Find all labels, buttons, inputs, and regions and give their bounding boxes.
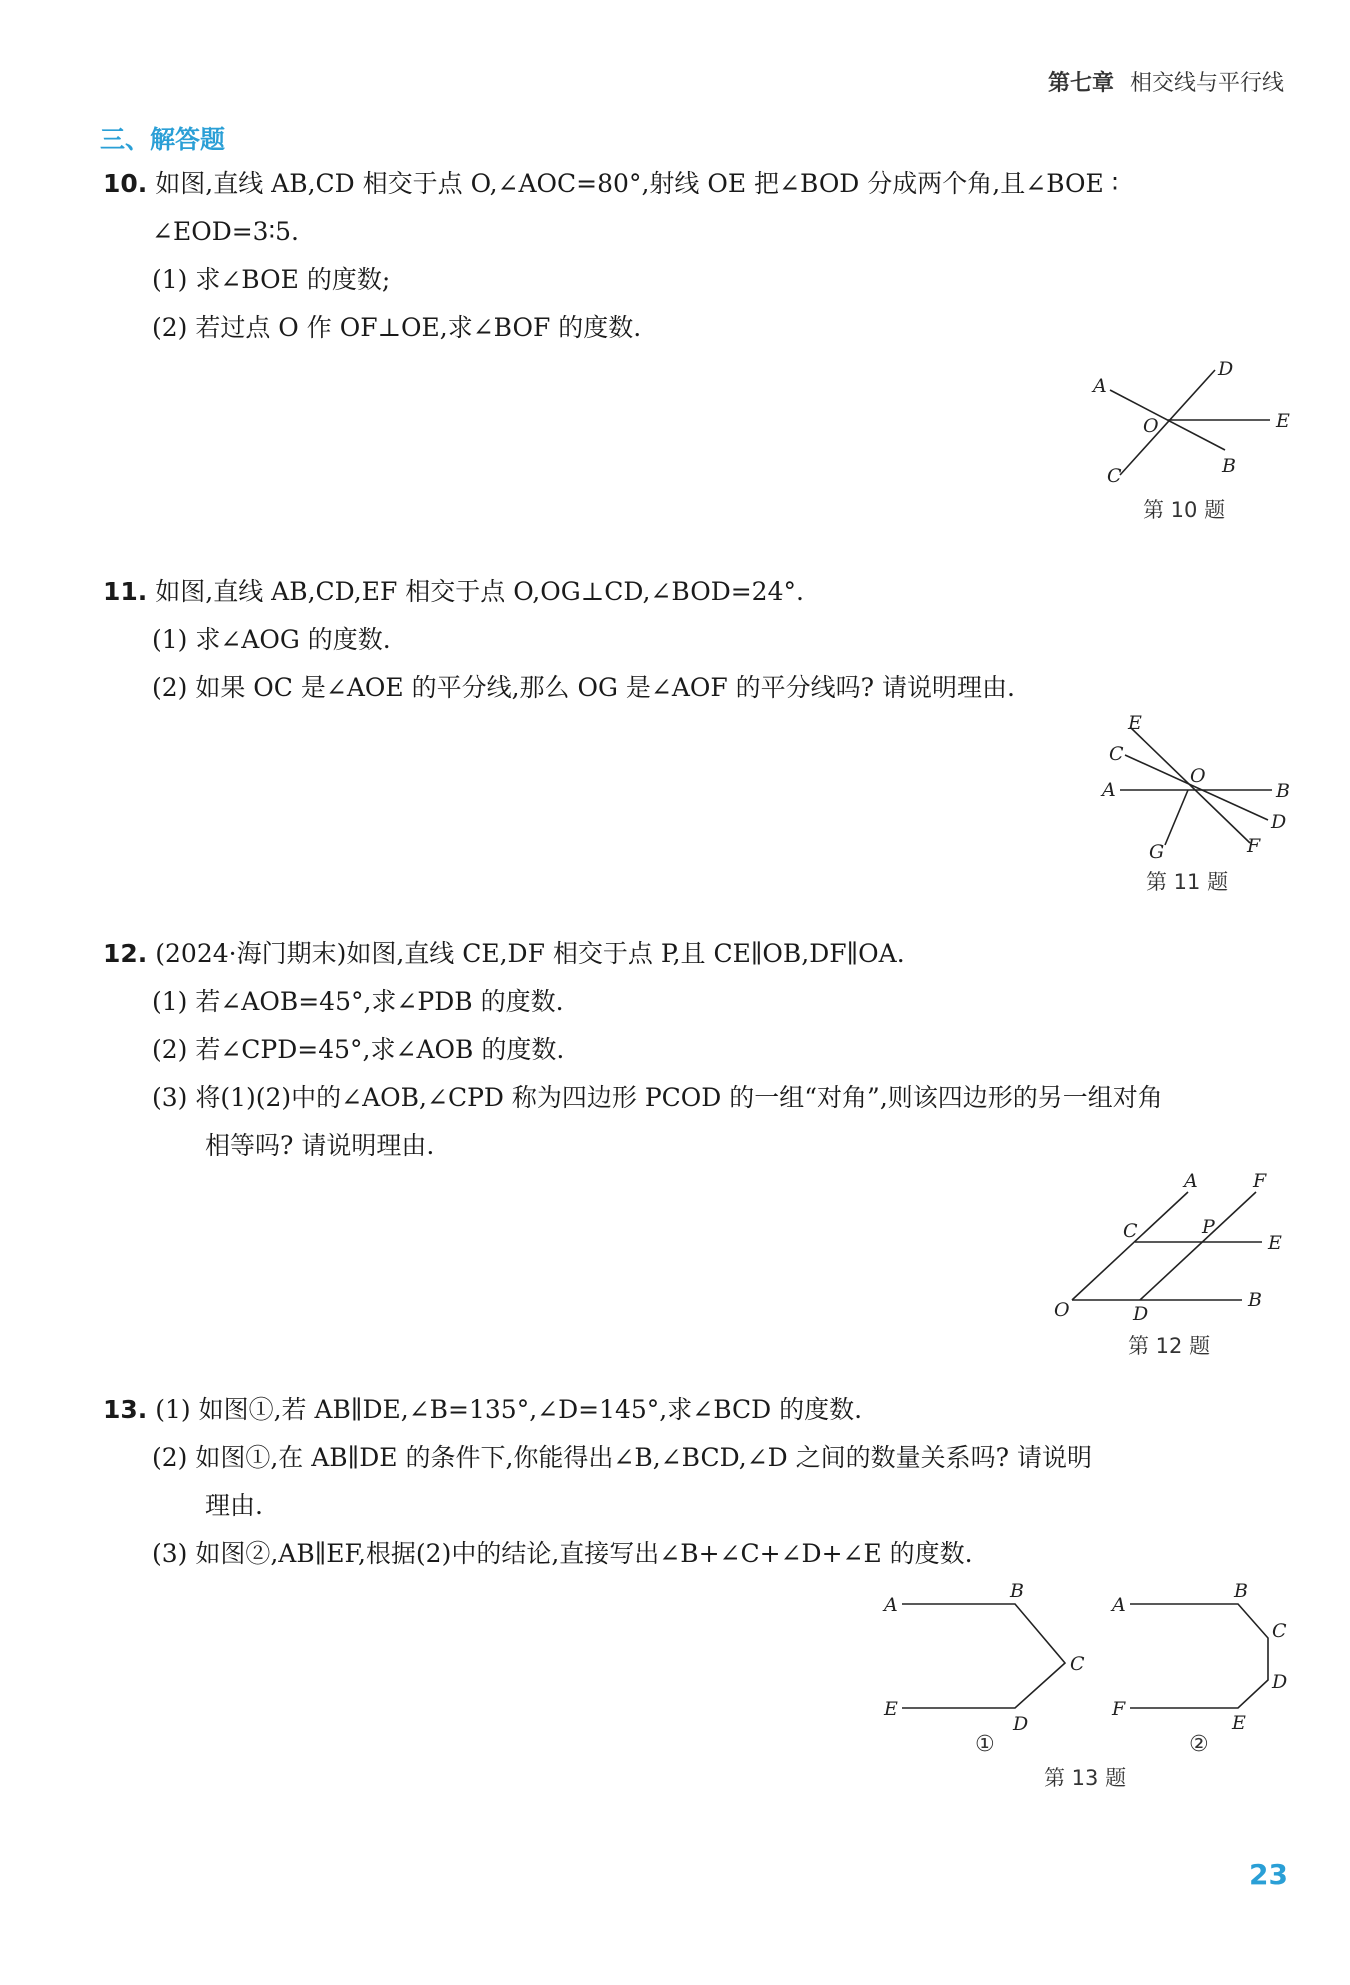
q11-label-a: A xyxy=(1102,779,1116,801)
running-header xyxy=(1048,66,1284,97)
q13-fig1-marker: ① xyxy=(975,1732,995,1757)
q10-figure xyxy=(1080,350,1300,490)
q13-caption: 第 13 题 xyxy=(1044,1766,1127,1790)
q13-part3: (3) 如图②,AB∥EF,根据(2)中的结论,直接写出∠B+∠C+∠D+∠E 的度数. xyxy=(152,1539,973,1568)
q13-fig2-label-e: E xyxy=(1232,1712,1246,1734)
q12-number: 12. xyxy=(103,939,148,968)
q13-figure-1 xyxy=(880,1580,1100,1735)
q11-label-e: E xyxy=(1128,712,1142,734)
q13-fig2-label-f: F xyxy=(1112,1698,1126,1720)
q11-caption: 第 11 题 xyxy=(1146,870,1229,894)
q13-part2-line1: (2) 如图①,在 AB∥DE 的条件下,你能得出∠B,∠BCD,∠D 之间的数量关系吗? 请说明 xyxy=(152,1443,1092,1472)
q13-figure-2 xyxy=(1100,1580,1300,1734)
q13-fig1-path xyxy=(902,1604,1065,1708)
q12-part1: (1) 若∠AOB=45°,求∠PDB 的度数. xyxy=(152,987,564,1016)
q13-number: 13. xyxy=(103,1395,148,1424)
q13-fig2-label-c: C xyxy=(1272,1620,1287,1642)
q13-part1: (1) 如图①,若 AB∥DE,∠B=135°,∠D=145°,求∠BCD 的度数. xyxy=(155,1395,863,1424)
q10-line-cd xyxy=(1120,370,1215,475)
q10-text-line1: 如图,直线 AB,CD 相交于点 O,∠AOC=80°,射线 OE 把∠BOD 分成两个角,且∠BOE ∶ xyxy=(155,169,1119,198)
q11-label-d: D xyxy=(1271,811,1287,833)
q13-line1 xyxy=(103,1394,862,1426)
q13-fig2-label-d: D xyxy=(1272,1671,1288,1693)
q12-label-d: D xyxy=(1133,1303,1149,1325)
chapter-title: 相交线与平行线 xyxy=(1129,71,1284,96)
q12-part3-line1: (3) 将(1)(2)中的∠AOB,∠CPD 称为四边形 PCOD 的一组“对角”,则该四边形的另一组对角 xyxy=(152,1083,1163,1112)
q11-ray-og xyxy=(1165,790,1188,845)
q12-line-df xyxy=(1140,1192,1256,1300)
q11-label-g: G xyxy=(1149,841,1165,863)
q10-label-e: E xyxy=(1276,410,1290,432)
q11-text-line1: 如图,直线 AB,CD,EF 相交于点 O,OG⊥CD,∠BOD=24°. xyxy=(155,577,804,606)
page-number: 23 xyxy=(1249,1858,1288,1891)
q13-fig2-marker: ② xyxy=(1189,1732,1209,1757)
q13-fig1-label-a: A xyxy=(884,1594,898,1616)
q13-part2-line2: 理由. xyxy=(205,1491,263,1520)
section-title: 三、解答题 xyxy=(100,125,226,154)
q11-label-c: C xyxy=(1109,743,1124,765)
q10-label-b: B xyxy=(1222,455,1236,477)
q13-fig1-label-e: E xyxy=(884,1698,898,1720)
q13-fig2-label-a: A xyxy=(1112,1594,1126,1616)
q11-figure xyxy=(1090,712,1300,865)
q10-text-line2: ∠EOD=3∶5. xyxy=(152,217,299,246)
q10-label-a: A xyxy=(1093,375,1107,397)
q12-line1 xyxy=(103,938,905,970)
q13-fig2-path xyxy=(1130,1604,1268,1708)
q10-line1 xyxy=(103,168,1118,200)
q11-part2: (2) 如果 OC 是∠AOE 的平分线,那么 OG 是∠AOF 的平分线吗? 请说明理由. xyxy=(152,673,1015,702)
q10-label-c: C xyxy=(1107,465,1122,487)
q10-label-o: O xyxy=(1143,415,1159,437)
q12-caption: 第 12 题 xyxy=(1128,1334,1211,1358)
q12-part2: (2) 若∠CPD=45°,求∠AOB 的度数. xyxy=(152,1035,565,1064)
q12-label-c: C xyxy=(1123,1220,1138,1242)
q10-label-d: D xyxy=(1218,358,1234,380)
q10-caption: 第 10 题 xyxy=(1143,498,1226,522)
q12-label-o: O xyxy=(1054,1299,1070,1321)
q13-fig2-label-b: B xyxy=(1234,1580,1248,1602)
q12-figure xyxy=(1050,1170,1300,1330)
q12-label-p: P xyxy=(1202,1216,1215,1238)
chapter-number: 第七章 xyxy=(1047,71,1114,96)
q11-line1 xyxy=(103,576,804,608)
q12-label-b: B xyxy=(1248,1289,1262,1311)
q12-label-e: E xyxy=(1268,1232,1282,1254)
q12-label-a: A xyxy=(1184,1170,1198,1192)
q12-part3-line2: 相等吗? 请说明理由. xyxy=(205,1131,435,1160)
q13-fig1-label-c: C xyxy=(1070,1653,1085,1675)
q13-fig1-label-d: D xyxy=(1013,1713,1029,1735)
q12-ray-oa xyxy=(1072,1192,1188,1300)
q10-number: 10. xyxy=(103,169,148,198)
q11-label-b: B xyxy=(1276,780,1290,802)
q10-part2: (2) 若过点 O 作 OF⊥OE,求∠BOF 的度数. xyxy=(152,313,642,342)
q10-part1: (1) 求∠BOE 的度数; xyxy=(152,265,391,294)
q11-label-f: F xyxy=(1247,835,1261,857)
q12-text-line1: (2024·海门期末)如图,直线 CE,DF 相交于点 P,且 CE∥OB,DF∥OA. xyxy=(155,939,905,968)
q11-label-o: O xyxy=(1190,765,1206,787)
q12-label-f: F xyxy=(1253,1170,1267,1192)
q13-fig1-label-b: B xyxy=(1010,1580,1024,1602)
q11-part1: (1) 求∠AOG 的度数. xyxy=(152,625,391,654)
q11-number: 11. xyxy=(103,577,148,606)
